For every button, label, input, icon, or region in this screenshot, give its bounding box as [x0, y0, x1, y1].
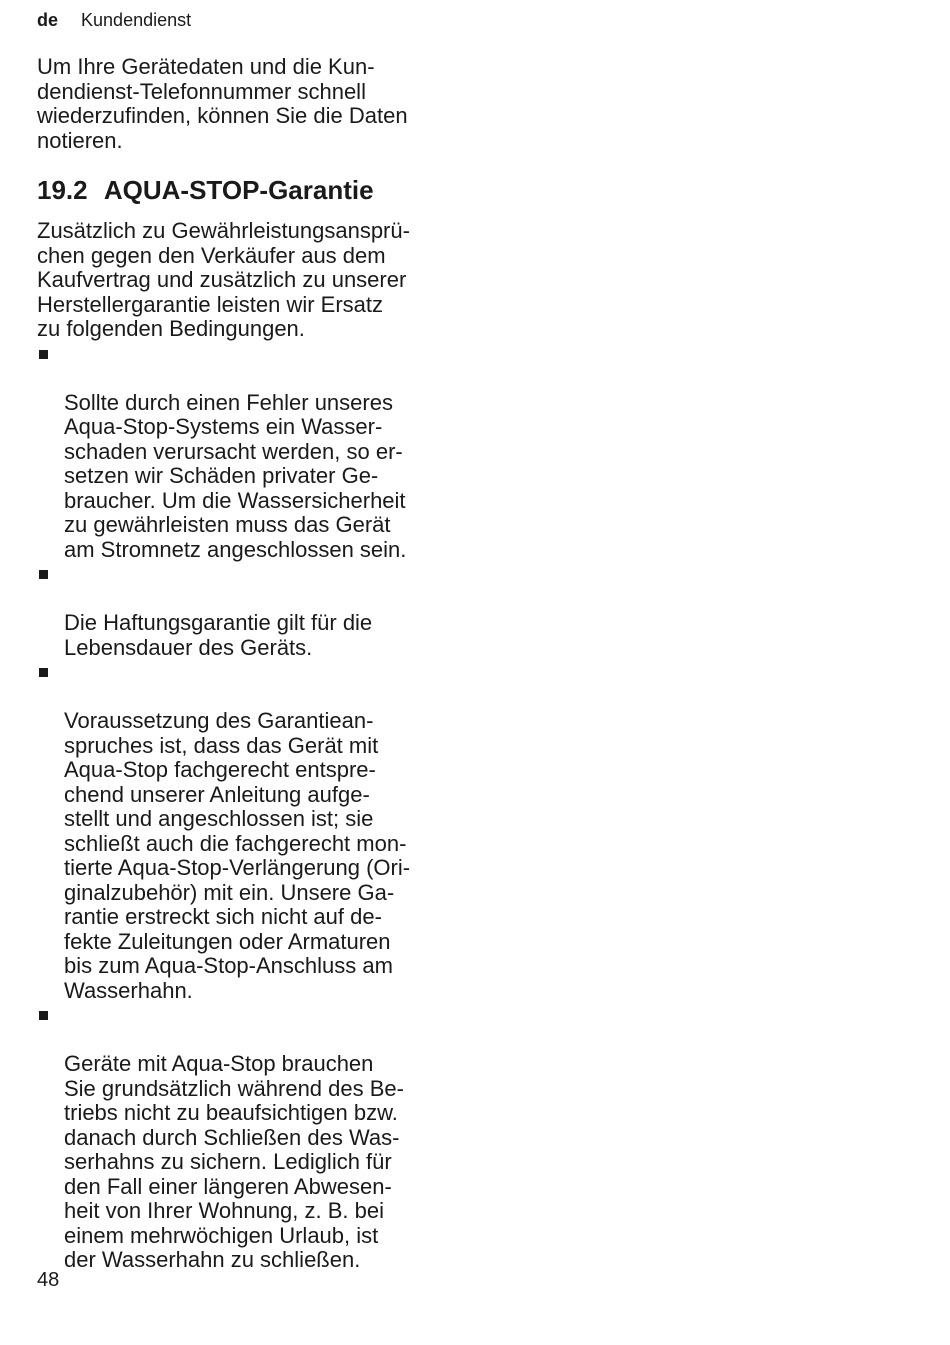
list-item-text: Voraussetzung des Garantiean- spruches ist, dass das Gerät mit Aqua-Stop fachgerecht entspre- chend unserer Anleitung aufge- stellt und angeschlossen ist; sie schließt auch die fachgerecht mon- tierte Aqua-Stop-Verlängerung (Ori- ginalzubehör) mit ein. Unsere Ga- rantie erstreckt sich nicht auf de- fekte Zuleitungen oder Armaturen bis zum Aqua-Stop-Anschluss am Wasserhahn. [64, 708, 411, 1003]
section-paragraph: Zusätzlich zu Gewährleistungsansprü- chen gegen den Verkäufer aus dem Kaufvertrag und zusätzlich zu unserer Herstellergarantie leisten wir Ersatz zu folgenden Bedingungen. [37, 218, 410, 341]
section-number: 19.2 [37, 175, 88, 205]
language-code: de [37, 10, 59, 30]
running-header [37, 9, 191, 31]
main-content [37, 55, 442, 1273]
section-title: AQUA-STOP-Garantie [103, 175, 374, 205]
list-item [37, 660, 442, 1003]
square-bullet-icon [39, 350, 48, 359]
list-item-text: Sollte durch einen Fehler unseres Aqua-Stop-Systems ein Wasser- schaden verursacht werden, so er- setzen wir Schäden privater Ge- braucher. Um die Wassersicherheit zu gewährleisten muss das Gerät am Stromnetz angeschlossen sein. [64, 389, 407, 562]
list-item [37, 1003, 442, 1273]
square-bullet-icon [39, 1011, 48, 1020]
conditions-list [37, 342, 442, 1273]
section-heading [37, 175, 442, 205]
list-item [37, 342, 442, 563]
running-header-section: Kundendienst [81, 10, 192, 30]
list-item [37, 562, 442, 660]
intro-paragraph: Um Ihre Gerätedaten und die Kun- dendienst-Telefonnummer schnell wiederzufinden, können Sie die Daten notieren. [37, 54, 408, 153]
list-item-text: Geräte mit Aqua-Stop brauchen Sie grundsätzlich während des Be- triebs nicht zu beaufsichtigen bzw. danach durch Schließen des Was- serhahns zu sichern. Lediglich für den Fall einer längeren Abwesen- heit von Ihrer Wohnung, z. B. bei einem mehrwöchigen Urlaub, ist der Wasserhahn zu schließen. [64, 1051, 404, 1272]
square-bullet-icon [39, 570, 48, 579]
list-item-text: Die Haftungsgarantie gilt für die Lebensdauer des Geräts. [64, 610, 373, 660]
square-bullet-icon [39, 668, 48, 677]
page-number: 48 [37, 1269, 60, 1291]
